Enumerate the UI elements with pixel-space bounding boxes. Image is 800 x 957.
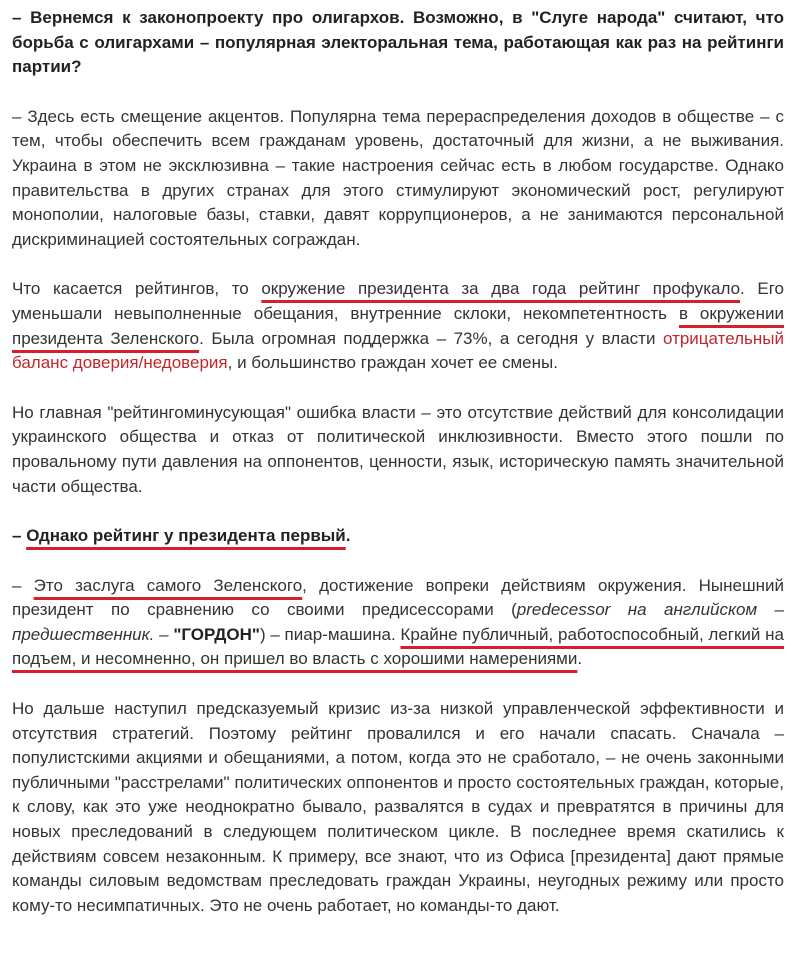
text-segment: .	[345, 526, 351, 546]
text-segment: .	[577, 649, 583, 669]
text-segment: –	[12, 575, 34, 595]
answer-paragraph-accents: – Здесь есть смещение акцентов. Популярна тема перераспределения доходов в обществе – с тем, чтобы обеспечить всем гражданам уровень, достаточный для жизни, а не выживания. Украина в этом не эксклюзивна – такие настроения сейчас есть в любом государстве. Однако правительства в других странах для этого стимулируют экономический рост, регулируют монополии, налоговые базы, ставки, давят коррупционеров, а не занимаются персональной дискриминацией состоятельных сограждан.	[12, 106, 784, 249]
article-body	[12, 6, 784, 918]
editor-note-italic: predecessor на английском – предшественник. –	[12, 600, 784, 644]
text-segment: ) – пиар-машина.	[259, 624, 401, 644]
text-segment: , достижение вопреки действиям окружения. Нынешний президент по сравнению со своими предисессорами (	[12, 575, 784, 620]
answer-paragraph-merit	[12, 574, 784, 672]
answer-paragraph-inclusivity: Но главная "рейтингоминусующая" ошибка власти – это отсутствие действий для консолидации украинского общества и отказ от политической инклюзивности. Вместо этого пошли по провальному пути давления на оппонентов, ценности, язык, историческую память значительной части общества.	[12, 402, 784, 496]
underlined-phrase-zelensky-entourage: в окружении президента Зеленского	[12, 303, 784, 348]
underlined-phrase-zelensky-merit: Это заслуга самого Зеленского	[33, 575, 303, 595]
text-segment: . Была огромная поддержка – 73%, а сегодня у власти	[199, 328, 663, 348]
underlined-phrase-entourage: окружение президента за два года рейтинг профукало	[261, 279, 741, 299]
publication-name: "ГОРДОН"	[173, 624, 260, 644]
text-segment: –	[12, 526, 27, 546]
answer-paragraph-ratings	[12, 277, 784, 375]
answer-paragraph-crisis: Но дальше наступил предсказуемый кризис из-за низкой управленческой эффективности и отсутствия стратегий. Поэтому рейтинг провалился и его начали спасать. Сначала – популистскими акциями и обещаниями, а потом, когда это не сработало, – не очень законными публичными "расстрелами" политических оппонентов и просто состоятельных граждан, которые, к слову, как это уже неоднократно бывало, развалятся в судах и превратятся в причины для новых преследований в следующем политическом цикле. В последнее время скатились к действиям совсем незаконным. К примеру, все знают, что из Офиса [президента] дают прямые команды силовым ведомствам преследовать граждан Украины, неугодных режиму или просто кому-то несимпатичных. Это не очень работает, но команды-то дают.	[12, 699, 784, 915]
interview-question-president-rating	[12, 524, 784, 549]
underlined-phrase-rating-first: Однако рейтинг у президента первый	[26, 526, 346, 546]
text-segment: , и большинство граждан хочет ее смены.	[227, 353, 558, 373]
text-segment: . Его уменьшали невыполненные обещания, внутренние склоки, некомпетентность	[12, 279, 784, 323]
trust-balance-link[interactable]: отрицательный баланс доверия/недоверия	[12, 328, 784, 373]
text-segment: Что касается рейтингов, то	[12, 279, 262, 299]
interview-question-oligarchs: – Вернемся к законопроекту про олигархов. Возможно, в "Слуге народа" считают, что борьба с олигархами – популярная электоральная тема, работающая как раз на рейтинги партии?	[12, 8, 784, 77]
underlined-phrase-public-qualities: Крайне публичный, работоспособный, легкий на подъем, и несомненно, он пришел во власть с хорошими намерениями	[12, 624, 784, 669]
